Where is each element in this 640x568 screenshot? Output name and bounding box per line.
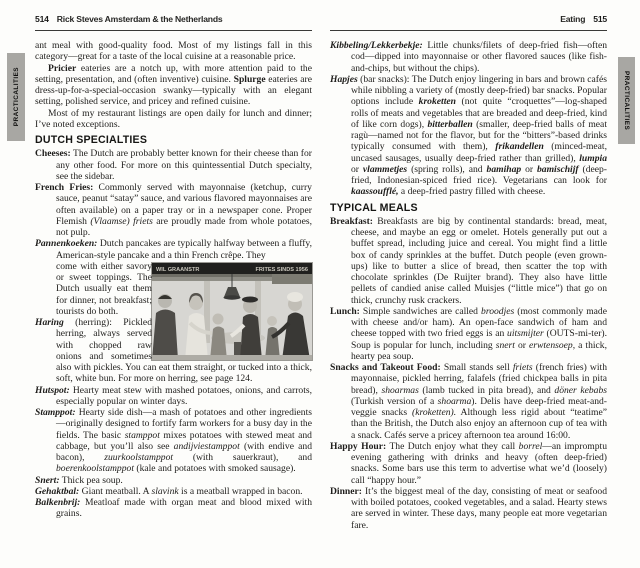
text-run: (Vlaamse) friets <box>90 215 153 227</box>
text-run: Giant meatball. A <box>79 485 152 497</box>
glossary-entry <box>35 497 312 520</box>
text-run: lumpia <box>579 152 607 164</box>
practicalities-tab-label: PRACTICALITIES <box>623 70 630 131</box>
text-run: Hearty meat stew with mashed potatoes, onions, and carrots, especially popular on winter days. <box>56 384 312 407</box>
book-title: Rick Steves Amsterdam & the Netherlands <box>56 14 223 24</box>
text-run: or <box>351 163 363 175</box>
text-run: Breakfasts are big by continental standards: bread, meat, cheese, and maybe an egg or omelet. Hotels generally put out a buffet spread, including juice and cereal. You might find a little box of candy sprinkles at the buffet. Dutch people (even grown-ups) like to butter a slice of bread, then scatter the top with chocolate sprinkles (De Ruijter brand). They also have little pellets of candied anise called Muisjes (“little mice”) that go on thick, crunchy rusk crackers. <box>351 215 607 306</box>
text-run: (kale and potatoes with smoked sausage). <box>133 463 296 475</box>
text-run: Haring <box>35 317 64 328</box>
text-run: eateries are a notch up, with more attention paid to the setting, presentation, and (often inventive) cuisine. <box>35 62 312 85</box>
text-run: ant meal with good-quality food. Most of my listings fall in this category—great for a taste of the local cuisine at a reasonable price. <box>35 40 312 63</box>
text-run: Most of my restaurant listings are open daily for lunch and dinner; I’ve noted exceptions. <box>35 107 312 130</box>
text-run: Dutch pancakes are typically halfway between a fluffy, American-style pancake and a thin French crêpe. They <box>56 238 312 261</box>
text-run: zuurkoolstamppot <box>104 452 174 463</box>
glossary-entry <box>330 40 607 74</box>
glossary-entry <box>35 385 312 408</box>
text-run: are proudly made from whole potatoes, not pulp. <box>56 215 312 238</box>
glossary-entry <box>35 407 312 475</box>
text-run: is a meatball wrapped in bacon. <box>178 485 303 497</box>
text-run: shoarmas <box>381 384 419 396</box>
text-run: It’s the biggest meal of the day, consisting of meat or seafood with boiled potatoes, cooked vegetables, and a salad. Hearty stews are served in winter. These days, many people eat more vegetarian fare. <box>351 485 607 531</box>
text-run: (kroketten). <box>412 407 457 418</box>
text-run: Splurge <box>233 73 266 85</box>
glossary-entry <box>35 182 312 238</box>
text-run: (Turkish version of a <box>351 395 438 407</box>
text-run: (bar snacks): The Dutch enjoy lingering in bars and brown cafés while nibbling a variety of (mostly deep-fried) bar snacks. Popular options include <box>351 73 607 108</box>
text-run: erwtensoep, <box>529 339 576 351</box>
text-run: a deep-fried pastry filled with cheese. <box>398 186 546 198</box>
text-run: French Fries: <box>35 182 94 193</box>
text-run: andijviestamppot <box>173 440 240 452</box>
text-run: Lunch: <box>330 305 360 317</box>
text-run: Snacks and Takeout Food: <box>330 362 441 373</box>
left-page-number: 514 <box>35 14 49 24</box>
text-run: Breakfast: <box>330 215 373 227</box>
text-run: Cheeses: <box>35 148 71 160</box>
text-run: (smaller, deep-fried balls of meat ragù—named not for the flavor, but for the “bitters”-based drinks typically consumed with them), <box>351 118 607 153</box>
text-run: ). Delis have deep-fried meat-and-veggie snacks <box>351 395 607 418</box>
text-run: bamischijf <box>537 163 579 175</box>
banner-text-left: WIL GRAANSTR <box>156 266 200 273</box>
text-run: (with sauerkraut), and <box>173 452 312 463</box>
glossary-entry <box>35 475 312 486</box>
text-run: (spring rolls), and <box>407 163 487 175</box>
text-run: Hapjes <box>330 73 358 85</box>
section-heading: DUTCH SPECIALTIES <box>35 134 148 146</box>
text-run: Gehaktbal: <box>35 485 80 497</box>
text-run: Hutspot: <box>35 384 70 396</box>
text-run: (OUTS-mi-ter). Soup is popular for lunch, including <box>351 328 607 351</box>
glossary-entry <box>35 238 312 261</box>
text-run: Kibbeling/Lekkerbekje: <box>330 40 423 51</box>
text-run: Meatloaf made with organ meat and blood mixed with grains. <box>56 497 312 520</box>
text-run: (with endive and bacon), <box>56 440 312 463</box>
text-run: Commonly served with mayonnaise (ketchup, curry sauce, peanut “satay” sauce, and various flavored mayonnaises are often available) on a paper tray or in a newspaper cone. Proper Flemish <box>56 182 312 227</box>
right-page <box>330 14 607 531</box>
text-run: Hearty side dish—a mash of potatoes and other ingredients—originally designed to fortify farm workers for a busy day in the fields. The basic <box>56 407 312 441</box>
text-run: The Dutch enjoy what they call <box>386 440 519 452</box>
glossary-entry <box>330 441 607 486</box>
glossary-entry <box>330 486 607 531</box>
text-run: The Dutch are probably better known for their cheese than for any other food. For more on this quintessential Dutch specialty, see the sidebar. <box>56 148 312 182</box>
text-run: or <box>514 339 529 351</box>
paragraph <box>35 108 312 131</box>
text-run: Thick pea soup. <box>59 474 123 486</box>
practicalities-tab-label: PRACTICALITIES <box>12 67 20 127</box>
text-run: Pricier <box>48 62 77 74</box>
text-run: Stamppot: <box>35 407 76 418</box>
right-page-text <box>330 40 607 531</box>
text-run: or <box>521 163 537 175</box>
text-run: (herring): Pickled herring, always served with chopped raw onions and sometimes also with pickles. You can eat them straight, or tucked into a thick, soft, white bun. For more on herring, see page 124. <box>56 317 312 385</box>
banner-text-right: FRITES SINDS 1956 <box>255 266 308 273</box>
text-run: (french fries) with mayonnaise, pickled herring, falafels (fried chickpea balls in pita bread), <box>351 362 607 396</box>
text-run: snert <box>495 339 515 351</box>
glossary-entry <box>35 148 312 182</box>
text-run: frikandellen <box>495 141 544 153</box>
text-run: mixes potatoes with stewed meat and cabbage, but you’ll also see <box>56 429 312 452</box>
text-run: (minced-meat, uncased sausages, usually deep-fried rather than grilled), <box>351 141 607 164</box>
glossary-entry <box>330 216 607 306</box>
text-run: (lamb tucked in pita bread), and <box>418 384 555 396</box>
text-run: (most commonly made with cheese and/or ham). An open-face sandwich of ham and cheese topped with two fried eggs is an <box>351 305 607 340</box>
text-run: stamppot <box>124 429 160 441</box>
chapter-title: Eating <box>560 14 586 24</box>
text-run: kroketten <box>418 96 456 108</box>
text-run: Little chunks/filets of deep-fried fish—often cod—dipped into mayonnaise or other flavored sauces (like fish-and-chips, but without the chips). <box>351 40 607 74</box>
glossary-entry <box>330 74 607 198</box>
text-run: eateries are dress-up-for-a-special-occasion swanky—typically with an elegant setting, polished service, and pricey and refined cuisine. <box>35 73 312 108</box>
text-run: Balkenbrij: <box>35 497 81 508</box>
text-run: friets <box>512 362 533 373</box>
text-run: shoarma <box>437 395 472 407</box>
text-run: bitterballen <box>427 118 473 130</box>
glossary-entry <box>330 362 607 441</box>
glossary-entry <box>330 306 607 362</box>
text-run: —an impromptu evening gathering with drinks and heavy (often deep-fried) snacks. Some bars use this term to advertise what we’d (loosely) call “happy hour.” <box>351 440 608 486</box>
text-run: Although less rigid about “teatime” than the British, the Dutch also enjoy an afternoon cup of tea with a snack. Cafés serve a pricey afternoon tea around 16:00. <box>351 407 608 441</box>
text-run: Simple sandwiches are called <box>359 305 482 317</box>
text-run: Dinner: <box>330 485 362 497</box>
text-run: döner kebabs <box>554 384 608 396</box>
text-run: come with either savory or sweet toppings. The Dutch usually eat them for dinner, not breakfast; tourists do both. <box>56 260 152 317</box>
text-run: broodjes <box>481 305 515 317</box>
text-run: Small stands sell <box>440 362 513 373</box>
text-run: a thick, hearty pea soup. <box>351 339 608 362</box>
text-run: kaassoufflé, <box>351 186 399 198</box>
practicalities-tab-right <box>618 57 635 144</box>
practicalities-tab-left <box>7 53 25 141</box>
right-running-header <box>330 14 607 31</box>
text-run: Happy Hour: <box>330 440 387 452</box>
text-run: Pannenkoeken: <box>35 238 98 250</box>
text-run: uitsmijter <box>507 328 544 340</box>
section-heading: TYPICAL MEALS <box>330 201 418 214</box>
text-run: Snert: <box>35 474 60 486</box>
paragraph <box>35 40 312 63</box>
text-run: vlammetjes <box>362 163 408 175</box>
text-run: boerenkoolstamppot <box>56 463 134 475</box>
left-running-header <box>35 14 312 31</box>
frites-stand-illustration <box>152 263 312 360</box>
frites-stand-mural-image <box>152 263 312 360</box>
left-page <box>35 14 312 520</box>
glossary-entry <box>35 486 312 497</box>
paragraph <box>35 63 312 108</box>
right-page-number: 515 <box>593 14 607 24</box>
text-run: (not quite “croquettes”—log-shaped rolls of meats and vegetables that are breaded and deep-fried, kind of like corn dogs), <box>351 96 607 130</box>
text-run: borrel <box>518 440 543 452</box>
text-run: slavink <box>151 485 179 497</box>
text-run: (deep-fried, Indonesian-spiced fried rice). Vegetarians can look for <box>351 163 607 186</box>
left-page-text <box>35 40 312 520</box>
text-run: bamihap <box>486 163 522 175</box>
